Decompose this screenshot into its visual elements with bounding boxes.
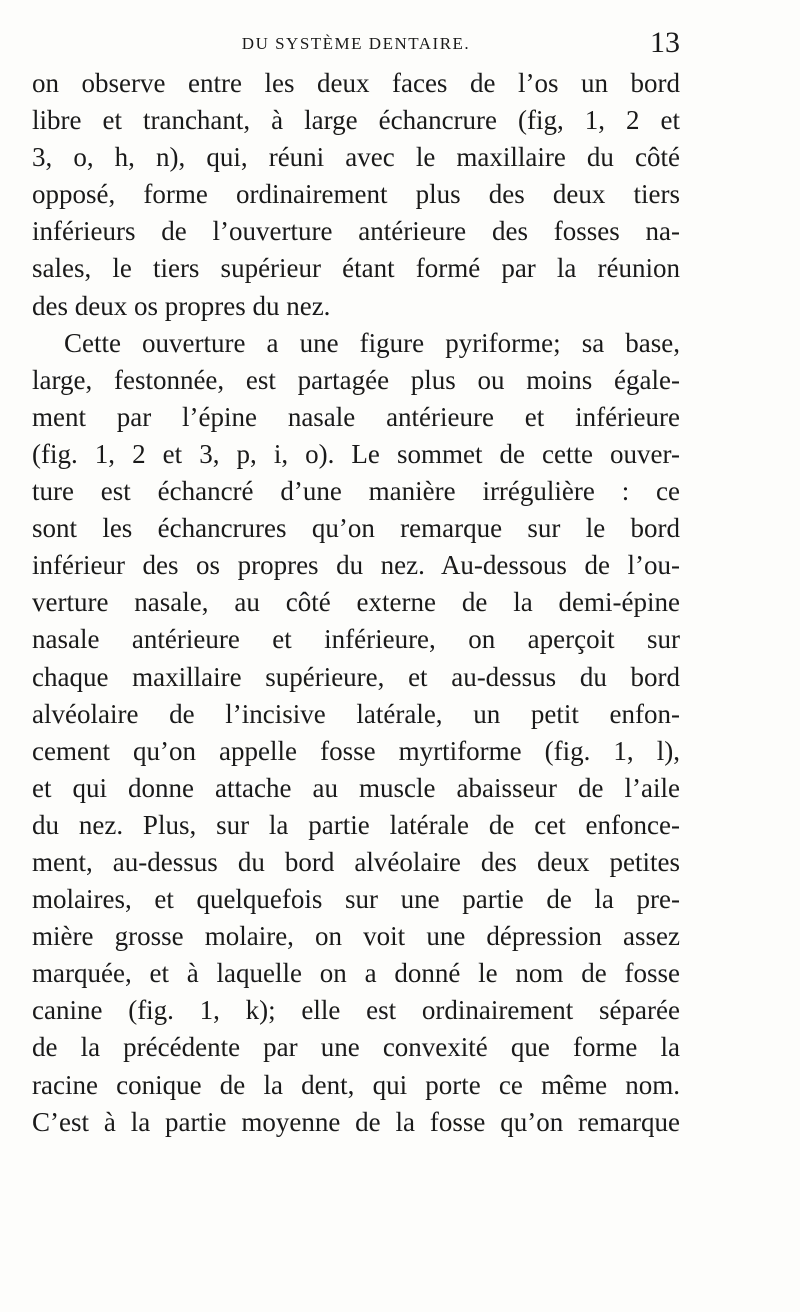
text-line: Cette ouverture a une figure pyriforme; sa base, xyxy=(64,327,680,358)
text-line: ture est échancré d’une manière irrégulière : ce xyxy=(32,476,680,507)
text-line: molaires, et quelquefois sur une partie de la pre- xyxy=(32,884,680,915)
body-text xyxy=(32,65,680,1141)
running-title: DU SYSTÈME DENTAIRE. xyxy=(241,34,471,53)
text-line: de la précédente par une convexité que forme la xyxy=(32,1032,680,1063)
text-line: ment, au-dessus du bord alvéolaire des deux petites xyxy=(32,846,680,877)
text-line: inférieur des os propres du nez. Au-dessous de l’ou- xyxy=(32,550,680,581)
text-line: des deux os propres du nez. xyxy=(32,290,331,321)
text-line: opposé, forme ordinairement plus des deux tiers xyxy=(32,179,680,210)
text-line: chaque maxillaire supérieure, et au-dessus du bord xyxy=(32,661,680,692)
text-line: ment par l’épine nasale antérieure et inférieure xyxy=(32,401,680,432)
text-line: (fig. 1, 2 et 3, p, i, o). Le sommet de cette ouver- xyxy=(32,438,680,469)
text-line: 3, o, h, n), qui, réuni avec le maxillaire du côté xyxy=(32,142,680,173)
text-line: cement qu’on appelle fosse myrtiforme (fig. 1, l), xyxy=(32,735,680,766)
text-line: large, festonnée, est partagée plus ou moins égale- xyxy=(32,364,680,395)
text-line: inférieurs de l’ouverture antérieure des fosses na- xyxy=(32,216,680,247)
text-line: sont les échancrures qu’on remarque sur le bord xyxy=(32,513,680,544)
text-line: libre et tranchant, à large échancrure (fig, 1, 2 et xyxy=(32,105,680,136)
text-line: nasale antérieure et inférieure, on aperçoit sur xyxy=(32,624,680,655)
text-line: racine conique de la dent, qui porte ce même nom. xyxy=(32,1069,680,1100)
text-line: verture nasale, au côté externe de la demi-épine xyxy=(32,587,680,618)
text-line: C’est à la partie moyenne de la fosse qu’on remarque xyxy=(32,1106,680,1137)
text-line: canine (fig. 1, k); elle est ordinairement séparée xyxy=(32,995,680,1026)
page-number: 13 xyxy=(650,26,680,59)
text-line: mière grosse molaire, on voit une dépression assez xyxy=(32,921,680,952)
text-line: marquée, et à laquelle on a donné le nom de fosse xyxy=(32,958,680,989)
text-line: alvéolaire de l’incisive latérale, un petit enfon- xyxy=(32,698,680,729)
text-line: et qui donne attache au muscle abaisseur de l’aile xyxy=(32,772,680,803)
running-head xyxy=(32,26,680,62)
text-line: du nez. Plus, sur la partie latérale de cet enfonce- xyxy=(32,809,680,840)
text-line: sales, le tiers supérieur étant formé par la réunion xyxy=(32,253,680,284)
text-line: on observe entre les deux faces de l’os un bord xyxy=(32,68,680,98)
